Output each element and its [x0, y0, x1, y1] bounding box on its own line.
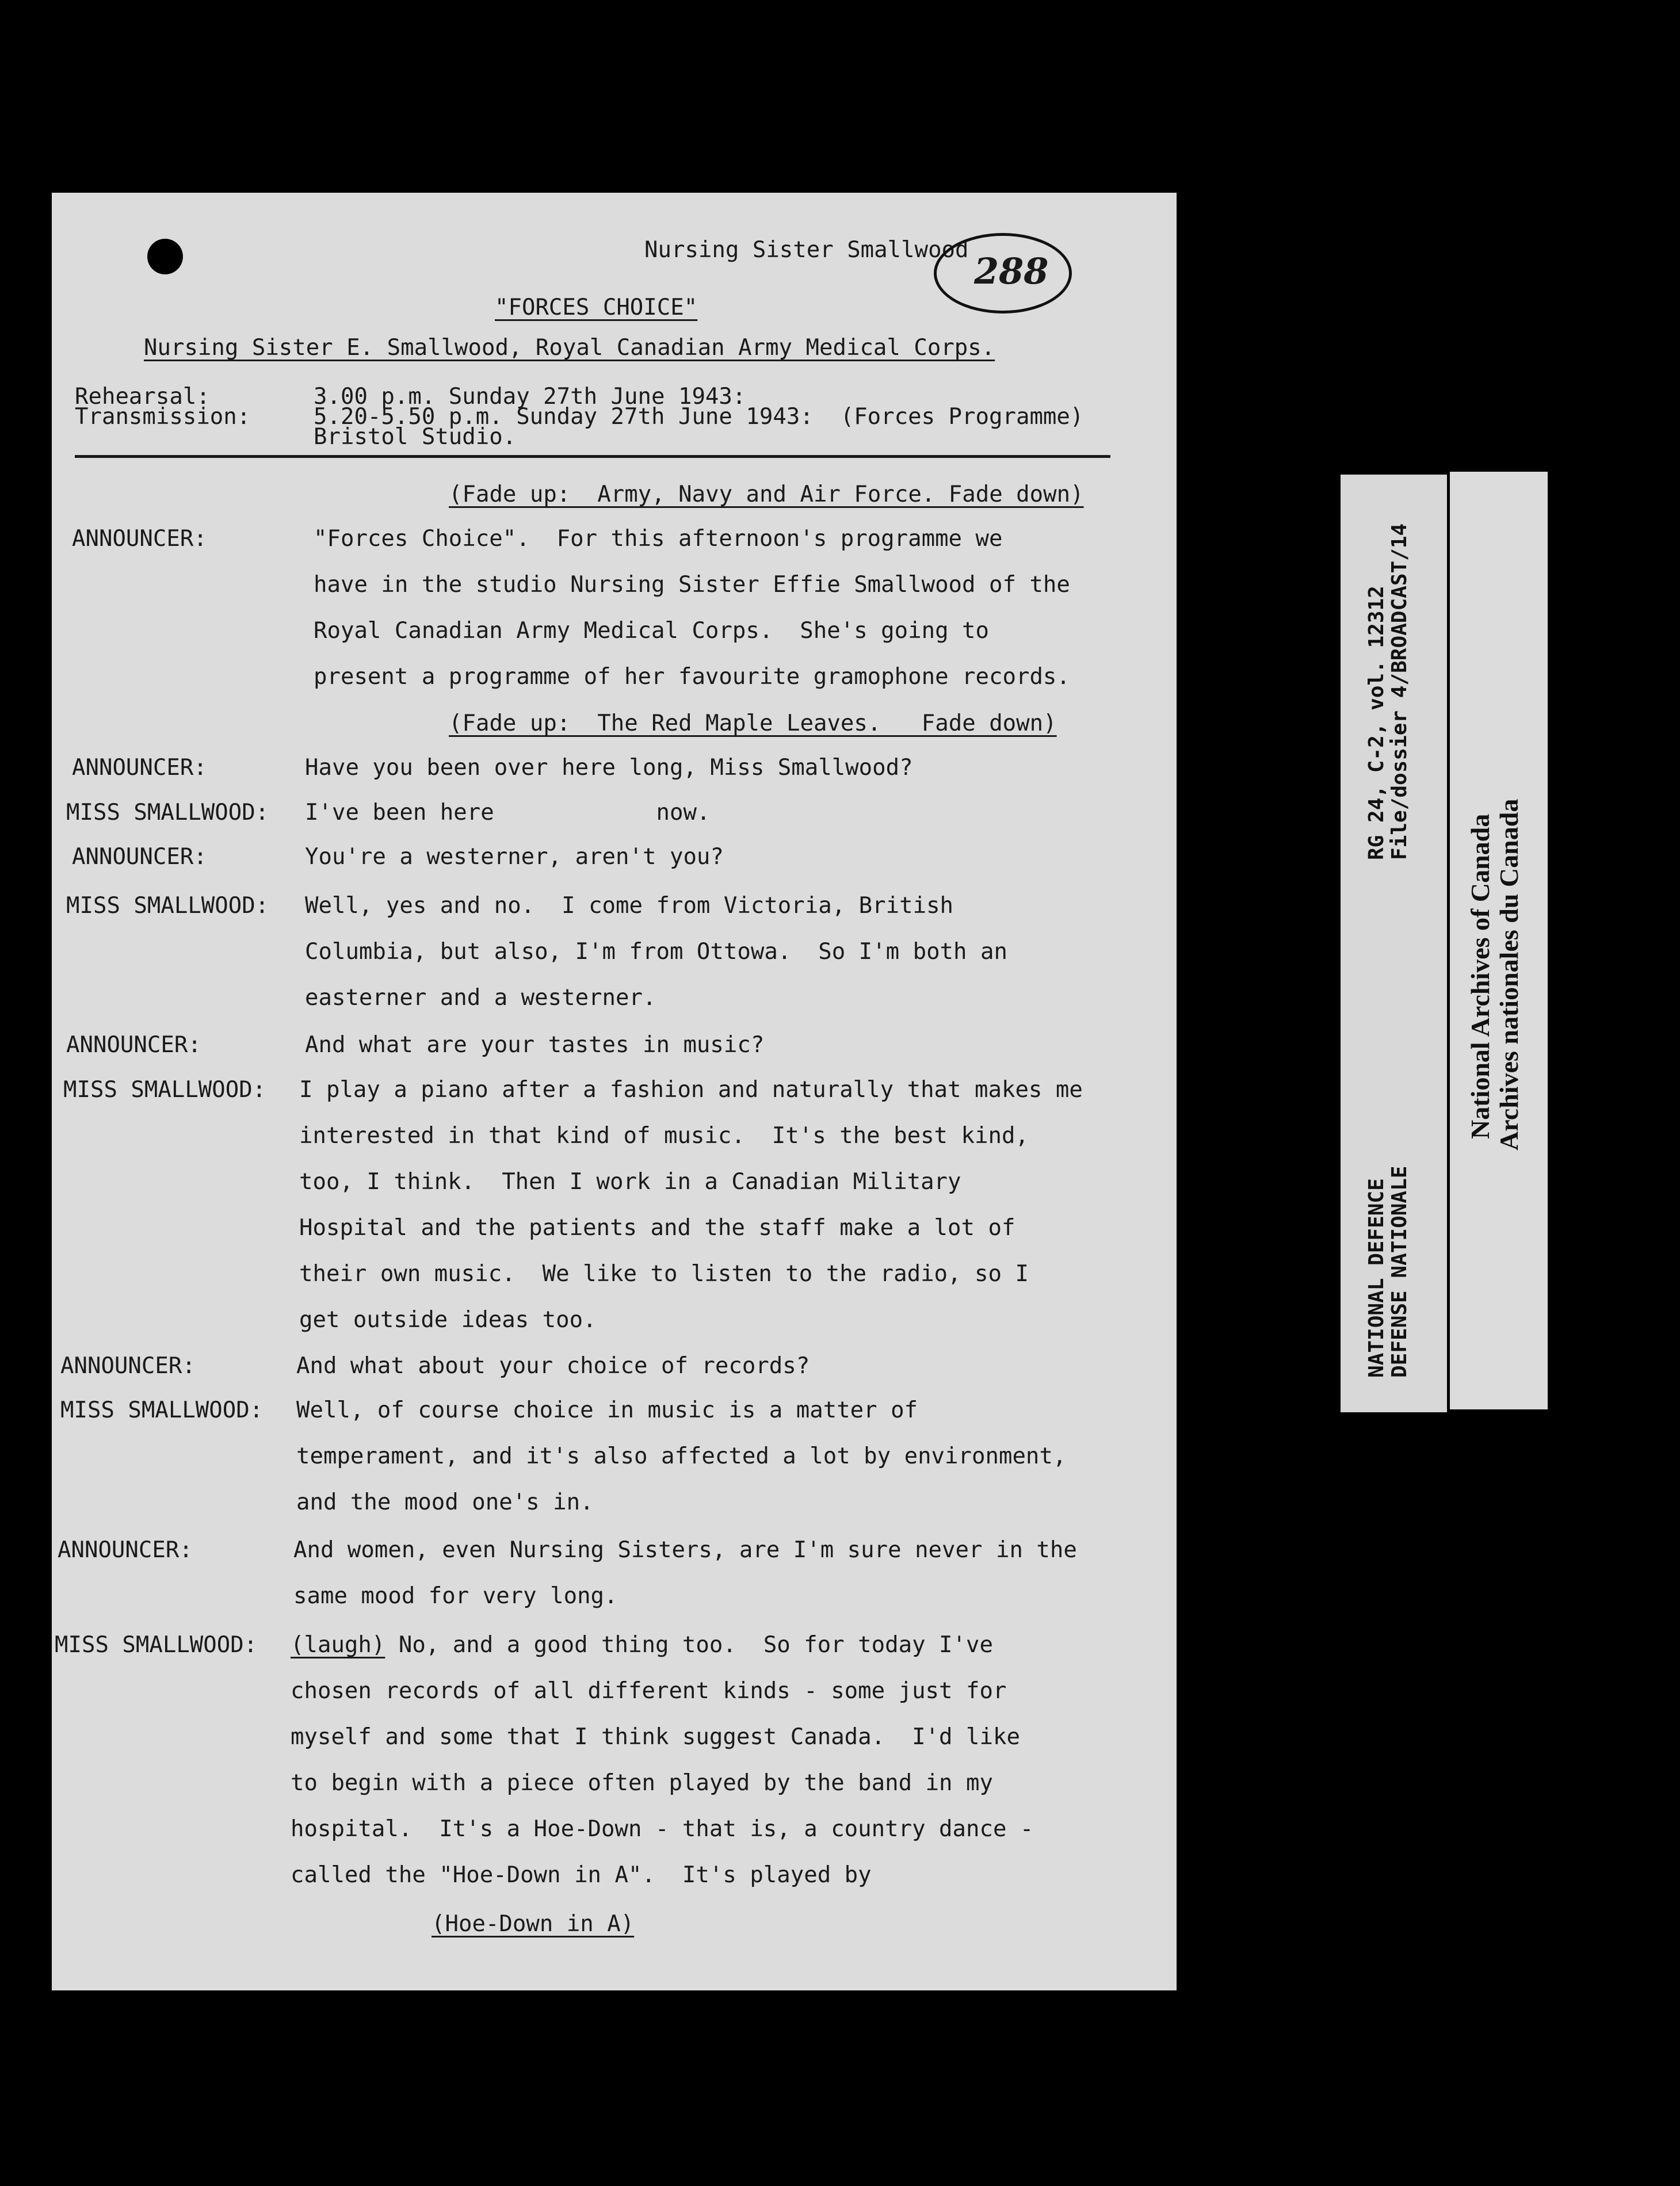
dialogue-line: And what are your tastes in music? — [305, 1032, 765, 1058]
speaker-miss-smallwood: MISS SMALLWOOD: — [63, 1077, 266, 1103]
dialogue-line: present a programme of her favourite gramophone records. — [314, 664, 1070, 690]
transmission-value: 5.20-5.50 p.m. Sunday 27th June 1943: (Forces Programme) — [314, 404, 1084, 430]
speaker-miss-smallwood: MISS SMALLWOOD: — [60, 1397, 264, 1423]
archive-reference-1: RG 24, C-2, vol. 12312 — [1365, 586, 1388, 860]
dialogue-line: Well, of course choice in music is a matter of — [296, 1397, 918, 1423]
punch-hole — [147, 239, 183, 274]
dialogue-line: have in the studio Nursing Sister Effie Smallwood of the — [314, 572, 1070, 598]
folio-number: 288 — [974, 250, 1049, 292]
dialogue-line: get outside ideas too. — [299, 1307, 597, 1333]
speaker-miss-smallwood: MISS SMALLWOOD: — [55, 1632, 258, 1658]
dialogue-line: called the "Hoe-Down in A". It's played by — [291, 1862, 872, 1888]
transmission-label: Transmission: — [75, 404, 251, 430]
rehearsal-label: Rehearsal: — [75, 384, 210, 410]
typescript-page — [52, 193, 1177, 1990]
header-rule — [75, 455, 1110, 458]
speaker-miss-smallwood: MISS SMALLWOOD: — [66, 893, 269, 919]
file-reference: Nursing Sister Smallwood — [644, 237, 969, 263]
cue-fade-red-maple: (Fade up: The Red Maple Leaves. Fade down) — [449, 710, 1057, 736]
cue-hoe-down: (Hoe-Down in A) — [432, 1911, 635, 1937]
cue-fade-army-navy: (Fade up: Army, Navy and Air Force. Fade down) — [449, 481, 1084, 507]
dialogue-line: Columbia, but also, I'm from Ottowa. So I'm both an — [305, 939, 1007, 965]
dialogue-line: easterner and a westerner. — [305, 985, 656, 1011]
dialogue-text: No, and a good thing too. So for today I've — [385, 1632, 993, 1658]
speaker-announcer: ANNOUNCER: — [72, 844, 207, 870]
dialogue-line: You're a westerner, aren't you? — [305, 844, 724, 870]
dialogue-line: temperament, and it's also affected a lot by environment, — [296, 1443, 1067, 1469]
defence-en: NATIONAL DEFENCE — [1365, 1178, 1388, 1378]
dialogue-line: too, I think. Then I work in a Canadian Military — [299, 1169, 961, 1195]
dialogue-line: Hospital and the patients and the staff make a lot of — [299, 1215, 1015, 1241]
speaker-announcer: ANNOUNCER: — [72, 755, 207, 781]
dialogue-line — [291, 1634, 993, 1656]
archive-reference-2: File/dossier 4/BROADCAST/14 — [1388, 523, 1411, 860]
dialogue-line: "Forces Choice". For this afternoon's programme we — [314, 526, 1003, 552]
document-subtitle: Nursing Sister E. Smallwood, Royal Canadian Army Medical Corps. — [144, 335, 995, 361]
dialogue-line: I've been here now. — [305, 800, 711, 826]
speaker-announcer: ANNOUNCER: — [58, 1537, 193, 1563]
dialogue-line: Royal Canadian Army Medical Corps. She's going to — [314, 618, 989, 644]
archive-reference-label — [1341, 475, 1447, 1412]
dialogue-line: same mood for very long. — [293, 1583, 618, 1609]
laugh-direction: (laugh) — [291, 1632, 385, 1658]
dialogue-line: And what about your choice of records? — [296, 1353, 810, 1379]
studio-line: Bristol Studio. — [314, 424, 517, 450]
speaker-announcer: ANNOUNCER: — [60, 1353, 196, 1379]
folio-stamp — [934, 233, 1072, 316]
dialogue-line: myself and some that I think suggest Canada. I'd like — [291, 1724, 1020, 1750]
dialogue-line: to begin with a piece often played by the band in my — [291, 1770, 993, 1796]
national-archives-label — [1450, 472, 1548, 1409]
dialogue-line: And women, even Nursing Sisters, are I'm sure never in the — [293, 1537, 1077, 1563]
dialogue-line: and the mood one's in. — [296, 1489, 594, 1515]
dialogue-line: hospital. It's a Hoe-Down - that is, a country dance - — [291, 1816, 1034, 1842]
dialogue-line: I play a piano after a fashion and naturally that makes me — [299, 1077, 1083, 1103]
defence-fr: DEFENSE NATIONALE — [1388, 1165, 1411, 1378]
archives-name-fr: Archives nationales du Canada — [1494, 798, 1524, 1151]
rehearsal-value: 3.00 p.m. Sunday 27th June 1943: — [314, 384, 746, 410]
speaker-announcer: ANNOUNCER: — [72, 526, 207, 552]
dialogue-line: Well, yes and no. I come from Victoria, British — [305, 893, 954, 919]
dialogue-line: chosen records of all different kinds - some just for — [291, 1678, 1007, 1704]
speaker-miss-smallwood: MISS SMALLWOOD: — [66, 800, 269, 826]
dialogue-line: Have you been over here long, Miss Smallwood? — [305, 755, 913, 781]
document-title: "FORCES CHOICE" — [495, 295, 698, 320]
speaker-announcer: ANNOUNCER: — [66, 1032, 201, 1058]
dialogue-line: interested in that kind of music. It's the best kind, — [299, 1123, 1029, 1149]
archives-name-en: National Archives of Canada — [1465, 813, 1495, 1139]
dialogue-line: their own music. We like to listen to the radio, so I — [299, 1261, 1029, 1287]
